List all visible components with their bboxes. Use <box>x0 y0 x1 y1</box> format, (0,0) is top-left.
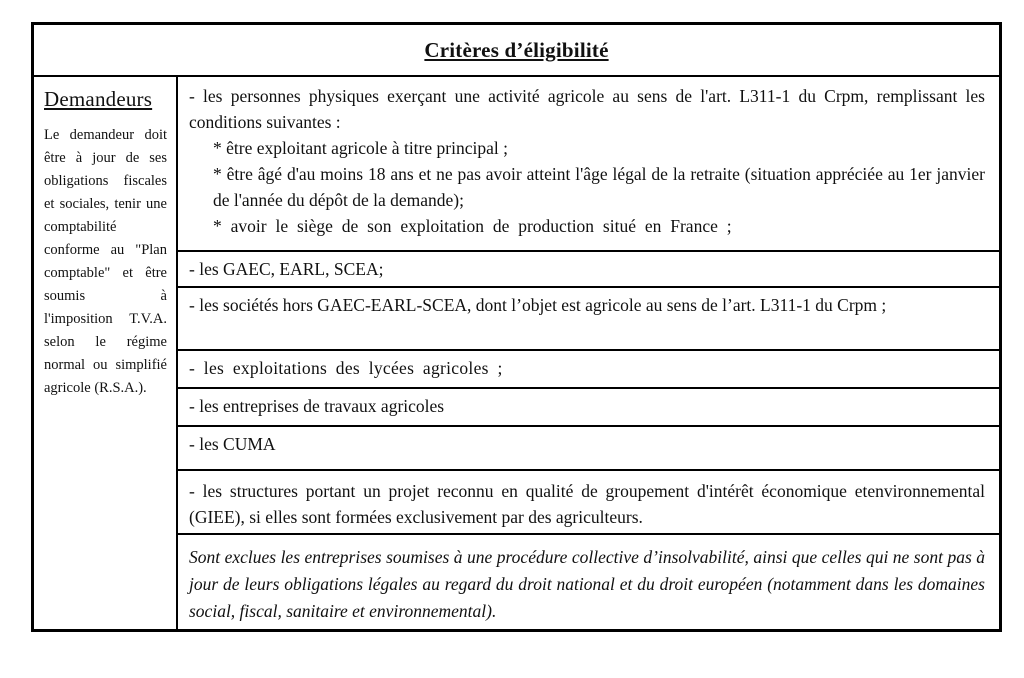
condition-exploitant: * être exploitant agricole à titre principal ; <box>213 138 508 158</box>
eligibility-table <box>31 22 1002 632</box>
criteria-column <box>178 77 999 629</box>
applicants-heading: Demandeurs <box>44 87 153 111</box>
condition-siege: * avoir le siège de son exploitation de production situé en France ; <box>213 216 732 236</box>
applicants-cell <box>34 77 178 629</box>
criteria-row-lycees: - les exploitations des lycées agricoles ; <box>178 351 999 389</box>
criteria-row-gaec: - les GAEC, EARL, SCEA; <box>178 252 999 288</box>
physical-persons-intro: - les personnes physiques exerçant une activité agricole au sens de l'art. L311-1 du Crpm, remplissant les conditions suivantes : <box>189 86 985 132</box>
table-title-row <box>34 25 999 77</box>
criteria-row-cuma: - les CUMA <box>178 427 999 471</box>
criteria-row-exclusions: Sont exclues les entreprises soumises à une procédure collective d’insolvabilité, ainsi que celles qui ne sont pas à jour de leurs obligations légales au regard du droit national et du droit européen (notamment dans les domaines social, fiscal, sanitaire et environnemental). <box>189 547 985 621</box>
condition-age: * être âgé d'au moins 18 ans et ne pas avoir atteint l'âge légal de la retraite (situation appréciée au 1er janvier de l'année du dépôt de la demande); <box>213 164 985 210</box>
criteria-row-physical-persons <box>178 77 999 252</box>
criteria-row-societes: - les sociétés hors GAEC-EARL-SCEA, dont l’objet est agricole au sens de l’art. L311-1 du Crpm ; <box>178 288 999 351</box>
criteria-row-giee: - les structures portant un projet reconnu en qualité de groupement d'intérêt économique etenvironnemental (GIEE), si elles sont formées exclusivement par des agriculteurs. <box>178 471 999 535</box>
applicants-note: Le demandeur doit être à jour de ses obligations fiscales et sociales, tenir une comptabilité conforme au "Plan comptable" et être soumis à l'imposition T.V.A. selon le régime normal ou simplifié agricole (R.S.A.). <box>44 127 167 396</box>
table-body <box>34 77 999 629</box>
criteria-row-entreprises: - les entreprises de travaux agricoles <box>178 389 999 427</box>
table-title: Critères d’éligibilité <box>424 37 609 62</box>
